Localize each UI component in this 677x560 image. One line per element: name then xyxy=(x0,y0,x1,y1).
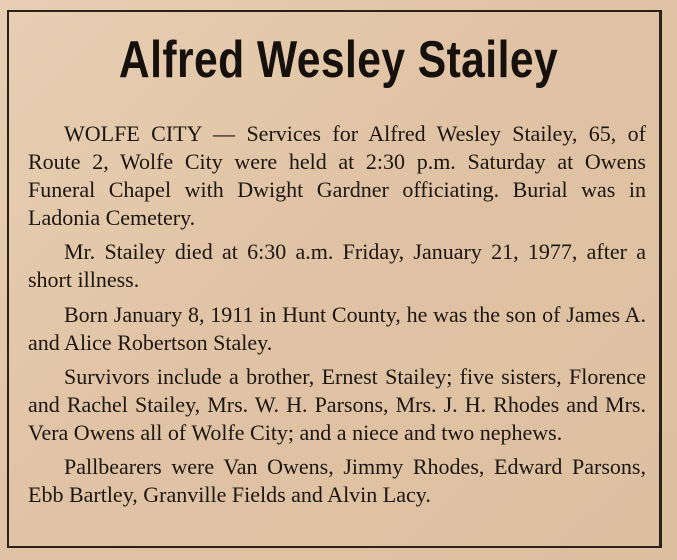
paragraph-pallbearers: Pallbearers were Van Owens, Jimmy Rhodes, Edward Parsons, Ebb Bartley, Granville Fields and Alvin Lacy. xyxy=(28,454,646,508)
paragraph-death: Mr. Stailey died at 6:30 a.m. Friday, January 21, 1977, after a short illness. xyxy=(28,239,646,293)
paragraph-birth: Born January 8, 1911 in Hunt County, he was the son of James A. and Alice Robertson Staley. xyxy=(28,301,646,355)
obituary-headline: Alfred Wesley Stailey xyxy=(118,31,559,89)
obituary-body xyxy=(28,120,646,515)
paragraph-services: WOLFE CITY — Services for Alfred Wesley Stailey, 65, of Route 2, Wolfe City were held at 2:30 p.m. Saturday at Owens Funeral Chapel with Dwight Gardner officiating. Burial was in Ladonia Cemetery. xyxy=(28,121,646,231)
paragraph-survivors: Survivors include a brother, Ernest Stailey; five sisters, Florence and Rachel Stailey, Mrs. W. H. Parsons, Mrs. J. H. Rhodes and Mrs. Vera Owens all of Wolfe City; and a niece and two nephews. xyxy=(28,363,646,445)
